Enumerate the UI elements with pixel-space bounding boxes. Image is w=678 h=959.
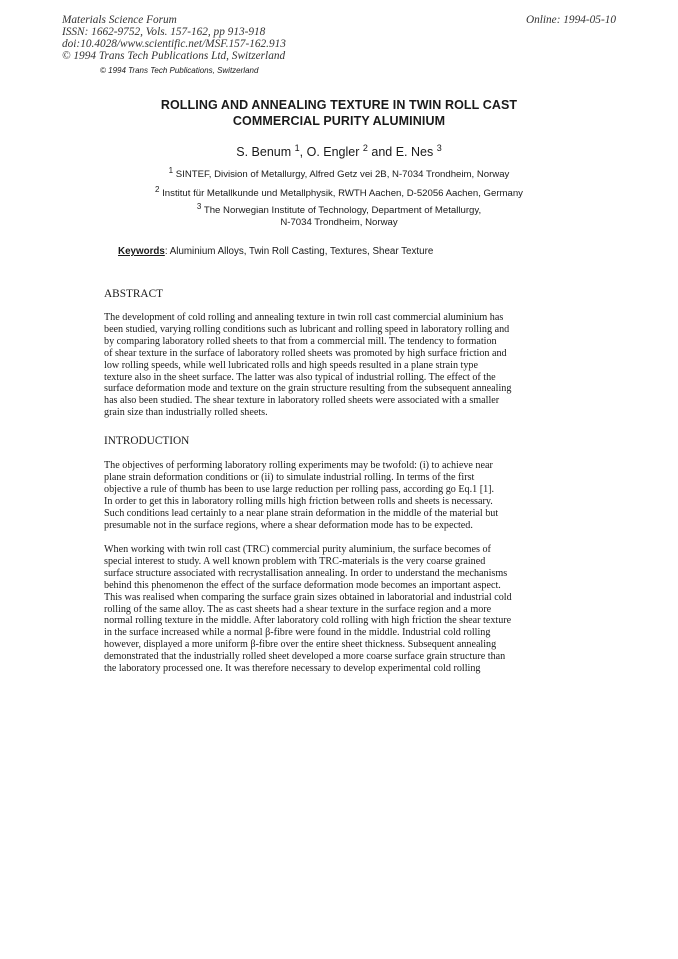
text-line: by comparing laboratory rolled sheets to that from a commercial mill. The tendency to formation — [104, 335, 497, 347]
title-line: COMMERCIAL PURITY ALUMINIUM — [232, 114, 446, 128]
text-line: Such conditions lead certainly to a near plane strain deformation in the middle of the material but — [104, 507, 499, 519]
keywords — [118, 246, 433, 257]
author-separator: , — [299, 145, 307, 160]
affiliation-number: 3 — [196, 202, 202, 212]
text-line: objective a rule of thumb has been to use large reduction per rolling pass, according go Eq.1 [1]. — [104, 483, 495, 495]
text-line: normal rolling texture in the middle. After laboratory cold rolling with high friction the shear texture — [104, 615, 512, 627]
text-line: of shear texture in the surface of laboratory rolled sheets was promoted by high surface friction and — [104, 347, 507, 359]
text-line: rolling of the same alloy. The as cast sheets had a shear texture in the surface region and a more — [104, 603, 492, 615]
affiliation-number: 1 — [168, 166, 174, 175]
keywords-text: : Aluminium Alloys, Twin Roll Casting, Textures, Shear Texture — [164, 246, 434, 257]
copyright-notice: © 1994 Trans Tech Publications, Switzerland — [100, 66, 259, 75]
author-name: E. Nes — [395, 145, 434, 160]
affiliation-marker: 3 — [436, 143, 442, 153]
text-line: has also been studied. The shear texture in laboratory rolled sheets were associated with a smaller — [104, 395, 500, 407]
text-line: the laboratory processed one. It was therefore necessary to develop experimental cold rolling — [104, 663, 481, 675]
text-line: special interest to study. A well known problem with TRC-materials is the very coarse grained — [104, 555, 486, 567]
text-line: behind this phenomenon the effect of the surface deformation mode becomes an important aspect. — [104, 579, 501, 591]
author-separator: and — [367, 145, 396, 160]
text-line: presumable not in the surface regions, where a shear deformation mode has to be expected. — [104, 519, 473, 531]
affiliation-marker: 2 — [362, 143, 368, 153]
author-list — [0, 143, 678, 159]
doi-link[interactable]: doi:10.4028/www.scientific.net/MSF.157-162.913 — [62, 38, 286, 50]
text-line: The development of cold rolling and annealing texture in twin roll cast commercial aluminium has — [104, 312, 504, 323]
author-name: O. Engler — [306, 145, 360, 160]
text-line: The objectives of performing laboratory rolling experiments may be twofold: (i) to achieve near — [104, 460, 493, 471]
affiliation-number: 2 — [155, 185, 160, 195]
introduction-paragraph-2 — [104, 544, 530, 675]
affiliation-2 — [0, 182, 678, 201]
author-name: S. Benum — [236, 145, 292, 160]
online-date: Online: 1994-05-10 — [525, 14, 616, 26]
text-line: When working with twin roll cast (TRC) commercial purity aluminium, the surface becomes of — [104, 544, 491, 555]
abstract-heading: ABSTRACT — [104, 288, 164, 300]
text-line: This was realised when comparing the surface grain sizes obtained in laboratorial and industrial cold — [104, 591, 512, 603]
issn-line: ISSN: 1662-9752, Vols. 157-162, pp 913-918 — [62, 26, 266, 38]
affiliation-text: The Norwegian Institute of Technology, Department of Metallurgy, — [203, 205, 482, 217]
text-line: grain size than industrially rolled sheets. — [104, 407, 268, 419]
paper-title — [0, 97, 678, 129]
introduction-heading: INTRODUCTION — [104, 435, 190, 447]
publisher-line: © 1994 Trans Tech Publications Ltd, Switzerland — [62, 50, 286, 62]
text-line: been studied, varying rolling conditions such as lubricant and rolling speed in laboratory rolling and — [104, 323, 510, 335]
text-line: surface structure associated with recrystallisation annealing. In order to understand the mechanisms — [104, 567, 508, 579]
text-line: texture also in the sheet surface. The latter was also typical of industrial rolling. The effect of the — [104, 371, 496, 383]
affiliation-text: SINTEF, Division of Metallurgy, Alfred Getz vei 2B, N-7034 Trondheim, Norway — [175, 169, 510, 181]
text-line: low rolling speeds, while well lubricated rolls and high speeds resulted in a plane strain type — [104, 359, 478, 371]
abstract-paragraph — [104, 312, 530, 419]
text-line: plane strain deformation conditions or (ii) to simulate industrial rolling. In terms of the first — [104, 471, 475, 483]
text-line: surface deformation mode and texture on the grain structure resulting from the subsequent annealing — [104, 383, 512, 395]
affiliation-3 — [0, 201, 678, 217]
affiliation-text: Institut für Metallkunde und Metallphysik, RWTH Aachen, D-52056 Aachen, Germany — [162, 188, 523, 200]
text-line: however, displayed a more uniform β-fibre over the entire sheet thickness. Subsequent annealing — [104, 639, 497, 651]
affiliations — [0, 163, 678, 229]
text-line: in the surface increased while a normal β-fibre were found in the middle. Industrial cold rolling — [104, 627, 491, 639]
journal-header — [62, 14, 286, 62]
text-line: demonstrated that the industrially rolled sheet developed a more coarse surface grain structure than — [104, 651, 506, 663]
affiliation-1 — [0, 163, 678, 182]
journal-name: Materials Science Forum — [62, 14, 177, 26]
affiliation-marker: 1 — [294, 143, 300, 153]
title-line: ROLLING AND ANNEALING TEXTURE IN TWIN ROLL CAST — [160, 98, 518, 112]
keywords-label: Keywords — [118, 246, 165, 257]
introduction-paragraph-1 — [104, 460, 530, 531]
affiliation-3-continued: N-7034 Trondheim, Norway — [280, 217, 398, 229]
text-line: In order to get this in laboratory rolling mills high friction between rolls and sheets is necessary. — [104, 495, 493, 507]
